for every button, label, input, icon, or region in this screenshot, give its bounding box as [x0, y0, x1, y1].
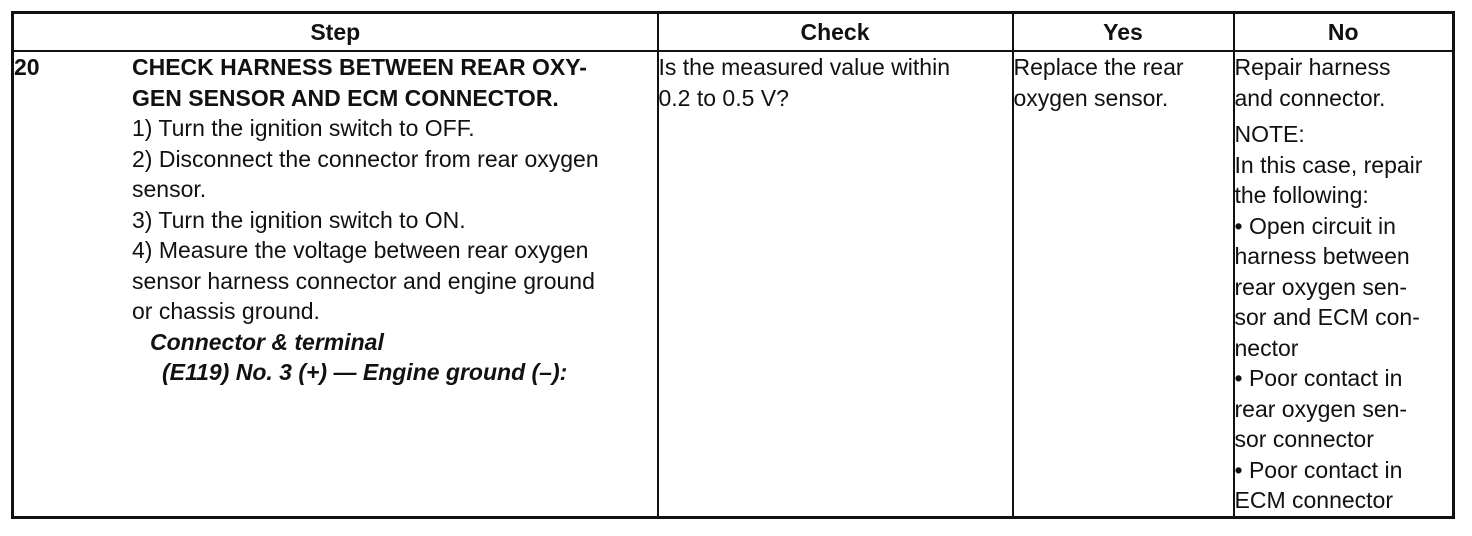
- step-cell: [13, 51, 658, 517]
- note-line: the following:: [1234, 182, 1369, 208]
- note-label: NOTE:: [1234, 121, 1305, 147]
- note-line: harness between: [1234, 243, 1410, 269]
- header-no: No: [1234, 13, 1454, 52]
- connector-spec: (E119) No. 3 (+) — Engine ground (–):: [162, 359, 568, 385]
- note-line: rear oxygen sen-: [1234, 273, 1408, 300]
- note-line: rear oxygen sen-: [1234, 395, 1408, 422]
- no-line: Repair harness: [1234, 54, 1391, 80]
- step-content: [14, 52, 657, 388]
- header-row: [13, 13, 1454, 52]
- note-line: sor and ECM con-: [1234, 304, 1420, 330]
- yes-line: oxygen sensor.: [1013, 84, 1169, 111]
- note-bullet-line: • Poor contact in: [1234, 365, 1403, 391]
- note-line: nector: [1234, 334, 1299, 361]
- table-row: [13, 51, 1454, 517]
- note-bullet-line: • Poor contact in: [1234, 456, 1403, 483]
- check-line: 0.2 to 0.5 V?: [658, 84, 789, 111]
- step-instruction-line: sensor.: [132, 176, 207, 202]
- header-check: Check: [658, 13, 1013, 52]
- no-line: and connector.: [1234, 84, 1386, 111]
- step-title-line-2: GEN SENSOR AND ECM CONNECTOR.: [132, 84, 559, 111]
- step-instruction-line: 1) Turn the ignition switch to OFF.: [132, 115, 475, 141]
- yes-line: Replace the rear: [1013, 54, 1184, 80]
- check-line: Is the measured value within: [658, 54, 950, 80]
- step-instruction-line: or chassis ground.: [132, 298, 320, 324]
- check-cell: [658, 51, 1013, 517]
- header-yes: Yes: [1013, 13, 1234, 52]
- step-instruction-line: 4) Measure the voltage between rear oxygen: [132, 237, 589, 263]
- step-number: 20: [14, 54, 40, 80]
- note-line: In this case, repair: [1234, 151, 1423, 178]
- step-instruction-line: sensor harness connector and engine ground: [132, 267, 595, 294]
- diagnostic-table: [11, 11, 1455, 519]
- connector-heading: Connector & terminal: [150, 328, 384, 355]
- step-title-line-1: CHECK HARNESS BETWEEN REAR OXY-: [132, 54, 587, 80]
- step-instruction-line: 3) Turn the ignition switch to ON.: [132, 206, 466, 233]
- note-line: ECM connector: [1234, 487, 1394, 513]
- note-bullet-line: • Open circuit in: [1234, 212, 1396, 239]
- step-instruction-line: 2) Disconnect the connector from rear oxygen: [132, 145, 599, 172]
- note-line: sor connector: [1234, 426, 1374, 452]
- yes-cell: [1013, 51, 1234, 517]
- no-cell: [1234, 51, 1454, 517]
- header-step: Step: [13, 13, 658, 52]
